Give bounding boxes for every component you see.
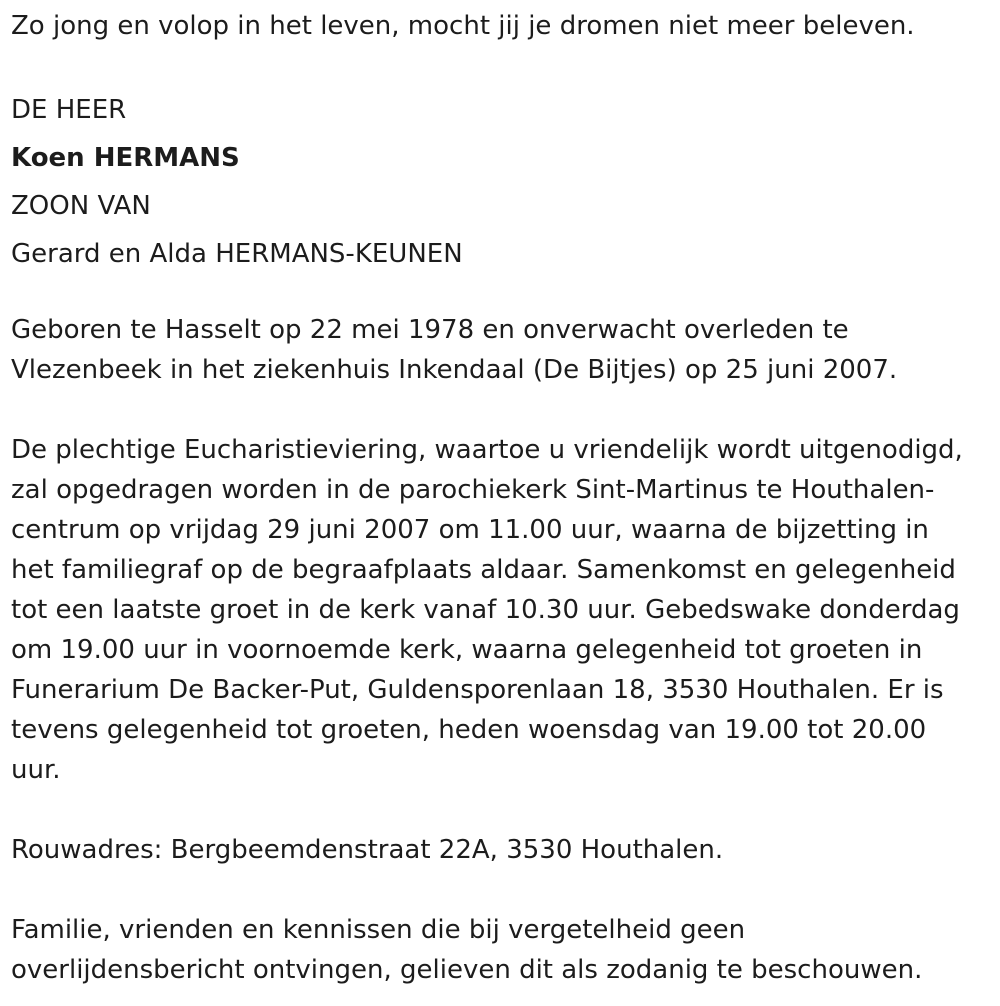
paragraph-line: om 19.00 uur in voornoemde kerk, waarna gelegenheid tot groeten in xyxy=(11,635,923,665)
mourning-address: Rouwadres: Bergbeemdenstraat 22A, 3530 Houthalen. xyxy=(11,835,724,865)
parents: Gerard en Alda HERMANS-KEUNEN xyxy=(11,239,463,269)
paragraph-line: Familie, vrienden en kennissen die bij vergetelheid geen xyxy=(11,915,746,945)
paragraph-line: Vlezenbeek in het ziekenhuis Inkendaal (De Bijtjes) op 25 juni 2007. xyxy=(11,355,898,385)
birth-death-paragraph xyxy=(11,310,996,390)
relation: ZOON VAN xyxy=(11,191,151,221)
deceased-name: Koen HERMANS xyxy=(11,143,240,173)
ceremony-paragraph xyxy=(11,430,996,790)
paragraph-line: het familiegraf op de begraafplaats aldaar. Samenkomst en gelegenheid xyxy=(11,555,956,585)
paragraph-line: tevens gelegenheid tot groeten, heden woensdag van 19.00 tot 20.00 xyxy=(11,715,927,745)
motto: Zo jong en volop in het leven, mocht jij je dromen niet meer beleven. xyxy=(11,11,915,41)
paragraph-line: tot een laatste groet in de kerk vanaf 10.30 uur. Gebedswake donderdag xyxy=(11,595,960,625)
title: DE HEER xyxy=(11,95,127,125)
paragraph-line: De plechtige Eucharistieviering, waartoe u vriendelijk wordt uitgenodigd, xyxy=(11,435,963,465)
paragraph-line: Geboren te Hasselt op 22 mei 1978 en onverwacht overleden te xyxy=(11,315,849,345)
paragraph-line: Funerarium De Backer-Put, Guldensporenlaan 18, 3530 Houthalen. Er is xyxy=(11,675,944,705)
paragraph-line: zal opgedragen worden in de parochiekerk Sint-Martinus te Houthalen- xyxy=(11,475,935,505)
paragraph-line: uur. xyxy=(11,755,61,785)
closing-paragraph xyxy=(11,910,996,990)
paragraph-line: centrum op vrijdag 29 juni 2007 om 11.00 uur, waarna de bijzetting in xyxy=(11,515,929,545)
obituary-notice xyxy=(11,6,996,990)
paragraph-line: overlijdensbericht ontvingen, gelieven dit als zodanig te beschouwen. xyxy=(11,955,923,985)
